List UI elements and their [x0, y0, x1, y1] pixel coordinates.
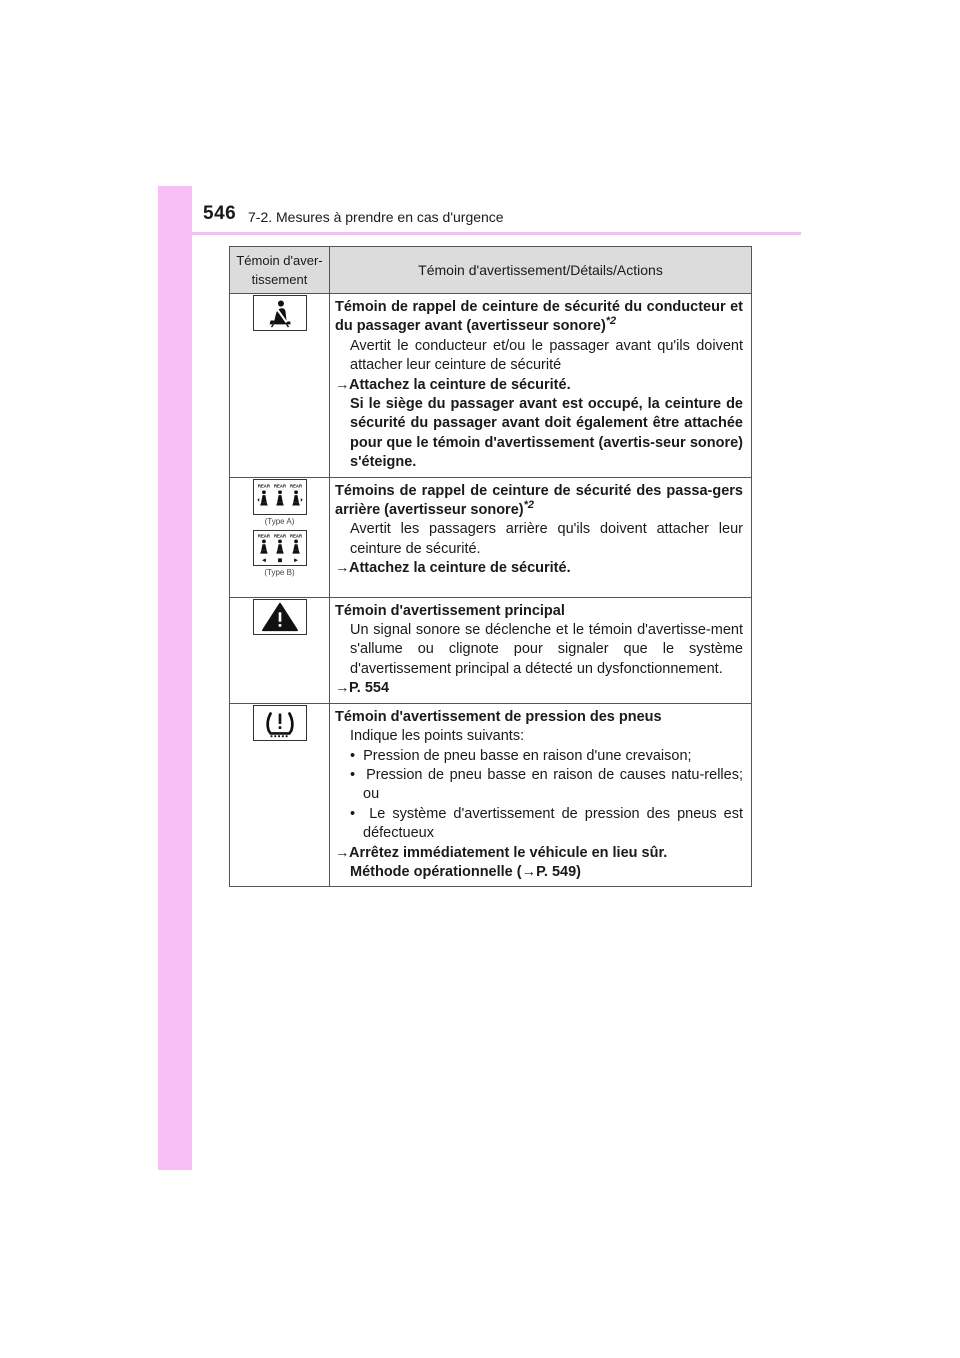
- row-description: Indique les points suivants:: [350, 728, 525, 745]
- arrow-icon: →: [335, 560, 350, 577]
- row-title: Témoin de rappel de ceinture de sécurité du conducteur et du passager avant (avertisseur sonore): [335, 299, 743, 335]
- master-warning-icon: [253, 599, 307, 635]
- details-cell: [330, 597, 752, 703]
- tire-pressure-warning-icon: [253, 705, 307, 741]
- page-reference: P. 549: [536, 863, 577, 880]
- rear-seatbelt-reminder-icon-type-a: [253, 479, 307, 515]
- table-row: [230, 294, 752, 478]
- row-action: Arrêtez immédiatement le véhicule en lieu sûr.: [349, 844, 668, 861]
- row-title: Témoins de rappel de ceinture de sécurité des passa-gers arrière (avertisseur sonore): [335, 482, 743, 519]
- arrow-icon: →: [335, 680, 350, 697]
- type-a-label: (Type A): [264, 516, 295, 526]
- warning-light-table: [229, 246, 752, 887]
- page-reference: P. 554: [349, 680, 390, 697]
- row-action: Attachez la ceinture de sécurité.: [349, 560, 571, 577]
- row-title: Témoin d'avertissement principal: [335, 602, 565, 619]
- rear-label: REAR: [289, 533, 302, 539]
- icon-cell: [230, 294, 330, 478]
- row-title: Témoin d'avertissement de pression des pneus: [335, 708, 662, 725]
- details-cell: [330, 477, 752, 597]
- list-item: • Le système d'avertissement de pression des pneus est défectueux: [350, 805, 743, 842]
- footnote-ref: *2: [605, 315, 617, 328]
- bullet: •: [350, 747, 356, 764]
- rear-label: REAR: [273, 483, 286, 489]
- arrow-icon: →: [521, 863, 537, 880]
- table-row: [230, 597, 752, 703]
- header-details: Témoin d'avertissement/Détails/Actions: [330, 247, 752, 294]
- list-item: • Pression de pneu basse en raison d'une crevaison;: [350, 747, 692, 764]
- arrow-icon: →: [335, 844, 350, 861]
- row-action-detail: Si le siège du passager avant est occupé, la ceinture de sécurité du passager avant doit également être attachée pour que le témoin d'avertissement (avertis-seur sonore) s'éteigne.: [350, 396, 743, 471]
- bullet: •: [350, 766, 356, 783]
- details-cell: Témoin d'avertissement de pression des pneus Indique les points suivants: • Pression de pneu basse en raison d'une crevaison; • Pression de pneu basse en raison de causes natu-relles; ou • Le système d'avertissement de pression des pneus est défectueux →Arrêtez immédiatement le véhicule en lieu sûr. Méthode opérationnelle (→P. 549): [330, 703, 752, 887]
- bullet: •: [350, 805, 356, 822]
- page-number: 546: [203, 203, 237, 224]
- icon-cell: [230, 597, 330, 703]
- rear-seatbelt-reminder-icon-type-b: [253, 530, 307, 566]
- footnote-ref: *2: [523, 499, 534, 512]
- icon-cell: [230, 477, 330, 597]
- icon-cell: [230, 703, 330, 887]
- row-description: Un signal sonore se déclenche et le témoin d'avertisse-ment s'allume ou clignote pour signaler que le système d'avertissement principal a détecté un dysfonctionnement.: [350, 622, 743, 677]
- arrow-icon: →: [335, 376, 350, 393]
- list-item: • Pression de pneu basse en raison de causes natu-relles; ou: [350, 766, 743, 803]
- type-b-label: (Type B): [264, 567, 295, 577]
- row-description: Avertit le conducteur et/ou le passager avant qu'ils doivent attacher leur ceinture de sécurité: [350, 337, 743, 374]
- section-title: 7-2. Mesures à prendre en cas d'urgence: [248, 209, 504, 225]
- rear-label: REAR: [257, 533, 270, 539]
- rear-label: REAR: [257, 483, 270, 489]
- row-action: Attachez la ceinture de sécurité.: [349, 376, 571, 393]
- table-row: [230, 477, 752, 597]
- chapter-side-tab: [158, 186, 192, 1170]
- header-indicator: Témoin d'aver-tissement: [230, 247, 330, 294]
- rear-label: REAR: [273, 533, 286, 539]
- details-cell: [330, 294, 752, 478]
- header-rule: [158, 232, 801, 235]
- seatbelt-reminder-icon: [253, 295, 307, 331]
- table-header-row: [230, 247, 752, 294]
- table-row: [230, 703, 752, 887]
- row-description: Avertit les passagers arrière qu'ils doivent attacher leur ceinture de sécurité.: [350, 521, 743, 557]
- rear-label: REAR: [289, 483, 302, 489]
